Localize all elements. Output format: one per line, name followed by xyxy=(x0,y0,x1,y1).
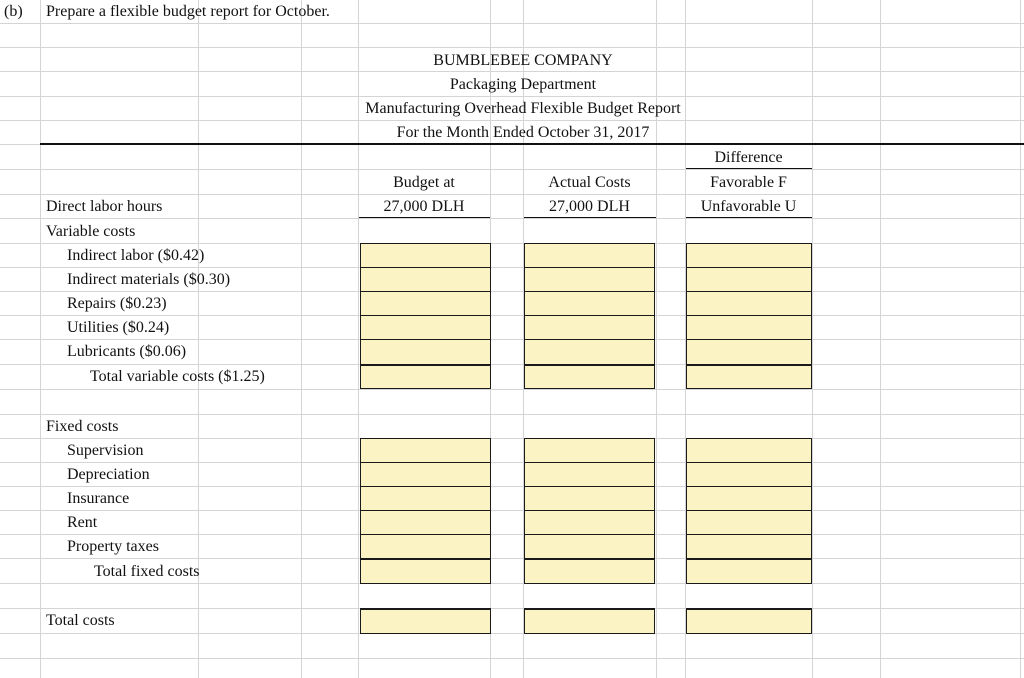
grid-row-line xyxy=(0,389,1024,390)
part-label: (b) xyxy=(4,3,23,20)
report-title: Manufacturing Overhead Flexible Budget Report xyxy=(365,100,681,117)
grid-row-line xyxy=(0,315,1024,316)
grid-row-line xyxy=(0,558,1024,559)
grid-row-line xyxy=(0,243,1024,244)
actual-variable-input[interactable] xyxy=(524,291,655,316)
grid-row-line xyxy=(0,462,1024,463)
variable-item-label: Indirect labor ($0.42) xyxy=(67,247,205,264)
variable-item-label: Lubricants ($0.06) xyxy=(67,343,187,360)
budget-variable-input[interactable] xyxy=(360,291,491,316)
grid-row-line xyxy=(0,438,1024,439)
direct-labor-hours-label: Direct labor hours xyxy=(46,198,163,215)
difference-fixed-input[interactable] xyxy=(686,510,812,535)
variable-item-label: Indirect materials ($0.30) xyxy=(67,271,231,288)
fixed-item-label: Rent xyxy=(67,514,98,531)
grid-row-line xyxy=(0,534,1024,535)
budget-fixed-input[interactable] xyxy=(360,462,491,487)
report-period: For the Month Ended October 31, 2017 xyxy=(396,124,650,141)
actual-fixed-input[interactable] xyxy=(524,462,655,487)
grid-row-line xyxy=(0,267,1024,268)
difference-unfavorable: Unfavorable U xyxy=(700,198,797,215)
actual-header-line1: Actual Costs xyxy=(548,174,631,191)
budget-total-fixed-input[interactable] xyxy=(360,558,491,584)
grid-row-line xyxy=(0,608,1024,609)
actual-fixed-input[interactable] xyxy=(524,438,655,463)
actual-variable-input[interactable] xyxy=(524,339,655,365)
grid-row-line xyxy=(0,96,1024,97)
variable-costs-header: Variable costs xyxy=(46,223,136,240)
grid-row-line xyxy=(0,291,1024,292)
difference-fixed-input[interactable] xyxy=(686,438,812,463)
difference-total-fixed-input[interactable] xyxy=(686,558,812,584)
difference-variable-input[interactable] xyxy=(686,339,812,365)
grid-row-line xyxy=(0,71,1024,72)
total-costs-label: Total costs xyxy=(46,612,115,629)
budget-header-underline xyxy=(359,217,490,218)
actual-total-costs-input[interactable] xyxy=(524,608,655,634)
difference-total-variable-input[interactable] xyxy=(686,364,812,389)
fixed-item-label: Insurance xyxy=(67,490,130,507)
variable-item-label: Utilities ($0.24) xyxy=(67,319,170,336)
actual-header-underline xyxy=(524,217,656,218)
total-fixed-label: Total fixed costs xyxy=(94,563,200,580)
difference-variable-input[interactable] xyxy=(686,267,812,292)
instruction-text: Prepare a flexible budget report for October. xyxy=(46,3,330,20)
fixed-item-label: Depreciation xyxy=(67,466,150,483)
grid-row-line xyxy=(0,23,1024,24)
budget-header-line2: 27,000 DLH xyxy=(383,198,465,215)
company-name: BUMBLEBEE COMPANY xyxy=(433,52,613,69)
grid-row-line xyxy=(0,47,1024,48)
difference-variable-input[interactable] xyxy=(686,291,812,316)
difference-fixed-input[interactable] xyxy=(686,462,812,487)
budget-variable-input[interactable] xyxy=(360,339,491,365)
actual-fixed-input[interactable] xyxy=(524,486,655,511)
grid-row-line xyxy=(0,194,1024,195)
difference-favorable: Favorable F xyxy=(710,174,787,191)
difference-underline xyxy=(686,168,812,169)
difference-fixed-input[interactable] xyxy=(686,534,812,559)
grid-row-line xyxy=(0,658,1024,659)
difference-variable-input[interactable] xyxy=(686,315,812,340)
budget-fixed-input[interactable] xyxy=(360,438,491,463)
grid-row-line xyxy=(0,414,1024,415)
budget-fixed-input[interactable] xyxy=(360,534,491,559)
fixed-costs-header: Fixed costs xyxy=(46,418,119,435)
fixed-item-label: Property taxes xyxy=(67,538,159,555)
header-rule xyxy=(40,143,1024,145)
budget-header-line1: Budget at xyxy=(393,174,455,191)
grid-row-line xyxy=(0,510,1024,511)
budget-variable-input[interactable] xyxy=(360,315,491,340)
grid-row-line xyxy=(0,218,1024,219)
budget-total-variable-input[interactable] xyxy=(360,364,491,389)
department-name: Packaging Department xyxy=(449,76,597,93)
budget-fixed-input[interactable] xyxy=(360,486,491,511)
actual-total-variable-input[interactable] xyxy=(524,364,655,389)
budget-variable-input[interactable] xyxy=(360,267,491,292)
fixed-item-label: Supervision xyxy=(67,442,144,459)
difference-variable-input[interactable] xyxy=(686,243,812,268)
budget-variable-input[interactable] xyxy=(360,243,491,268)
actual-fixed-input[interactable] xyxy=(524,510,655,535)
actual-variable-input[interactable] xyxy=(524,315,655,340)
grid-row-line xyxy=(0,364,1024,365)
grid-row-line xyxy=(0,633,1024,634)
difference-header-underline xyxy=(686,217,812,218)
budget-fixed-input[interactable] xyxy=(360,510,491,535)
difference-fixed-input[interactable] xyxy=(686,486,812,511)
variable-item-label: Repairs ($0.23) xyxy=(67,295,167,312)
difference-total-costs-input[interactable] xyxy=(686,608,812,634)
total-variable-label: Total variable costs ($1.25) xyxy=(90,368,265,385)
actual-fixed-input[interactable] xyxy=(524,534,655,559)
budget-total-costs-input[interactable] xyxy=(360,608,491,634)
grid-row-line xyxy=(0,486,1024,487)
difference-header: Difference xyxy=(714,149,783,166)
grid-row-line xyxy=(0,120,1024,121)
actual-total-fixed-input[interactable] xyxy=(524,558,655,584)
actual-header-line2: 27,000 DLH xyxy=(549,198,630,215)
actual-variable-input[interactable] xyxy=(524,267,655,292)
grid-row-line xyxy=(0,339,1024,340)
grid-row-line xyxy=(0,169,1024,170)
grid-row-line xyxy=(0,583,1024,584)
actual-variable-input[interactable] xyxy=(524,243,655,268)
